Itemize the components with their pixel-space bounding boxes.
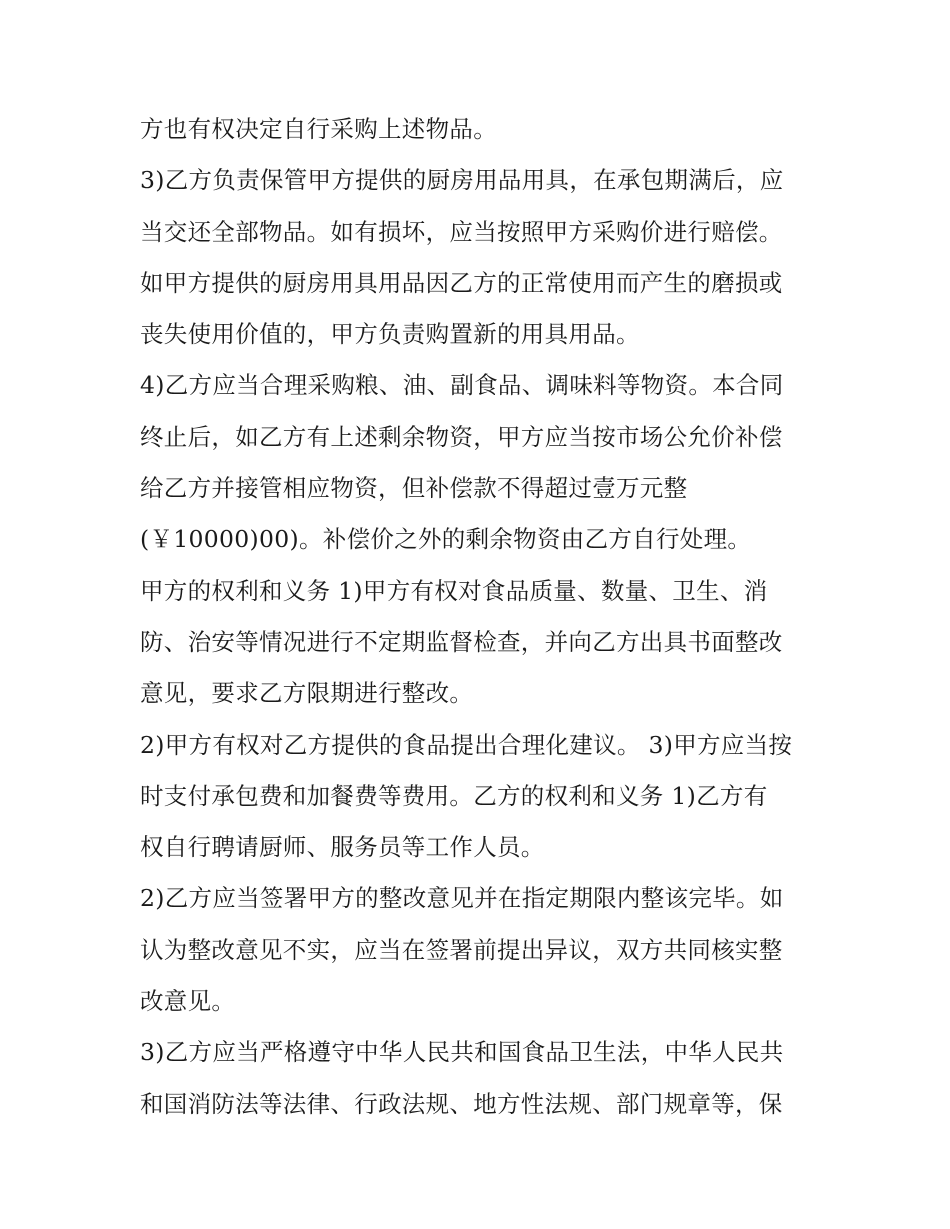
text-line: 给乙方并接管相应物资，但补偿款不得超过壹万元整 bbox=[140, 474, 688, 503]
text-line: 防、治安等情况进行不定期监督检查，并向乙方出具书面整改 bbox=[140, 627, 783, 656]
text-line: 丧失使用价值的，甲方负责购置新的用具用品。 bbox=[140, 320, 640, 349]
text-line: 2)甲方有权对乙方提供的食品提出合理化建议。 3)甲方应当按 bbox=[140, 730, 793, 759]
document-body bbox=[140, 104, 830, 1130]
text-line: 4)乙方应当合理采购粮、油、副食品、调味料等物资。本合同 bbox=[140, 371, 784, 400]
text-line: (￥10000)00)。补偿价之外的剩余物资由乙方自行处理。 bbox=[140, 525, 752, 554]
text-line: 和国消防法等法律、行政法规、地方性法规、部门规章等，保 bbox=[140, 1089, 783, 1118]
text-line: 权自行聘请厨师、服务员等工作人员。 bbox=[140, 833, 545, 862]
text-line: 如甲方提供的厨房用具用品因乙方的正常使用而产生的磨损或 bbox=[140, 268, 783, 297]
text-line: 方也有权决定自行采购上述物品。 bbox=[140, 115, 497, 143]
text-line: 终止后，如乙方有上述剩余物资，甲方应当按市场公允价补偿 bbox=[140, 422, 783, 451]
text-line: 2)乙方应当签署甲方的整改意见并在指定期限内整该完毕。如 bbox=[140, 884, 784, 913]
text-line: 3)乙方负责保管甲方提供的厨房用品用具，在承包期满后，应 bbox=[140, 166, 784, 195]
text-line: 时支付承包费和加餐费等费用。乙方的权利和义务 1)乙方有 bbox=[140, 781, 768, 810]
text-line: 认为整改意见不实，应当在签署前提出异议，双方共同核实整 bbox=[140, 935, 783, 964]
text-line: 意见，要求乙方限期进行整改。 bbox=[140, 679, 474, 708]
text-line: 3)乙方应当严格遵守中华人民共和国食品卫生法，中华人民共 bbox=[140, 1038, 784, 1067]
text-line: 甲方的权利和义务 1)甲方有权对食品质量、数量、卫生、消 bbox=[140, 576, 768, 605]
text-line: 改意见。 bbox=[140, 987, 236, 1016]
text-line: 当交还全部物品。如有损坏，应当按照甲方采购价进行赔偿。 bbox=[140, 217, 783, 246]
